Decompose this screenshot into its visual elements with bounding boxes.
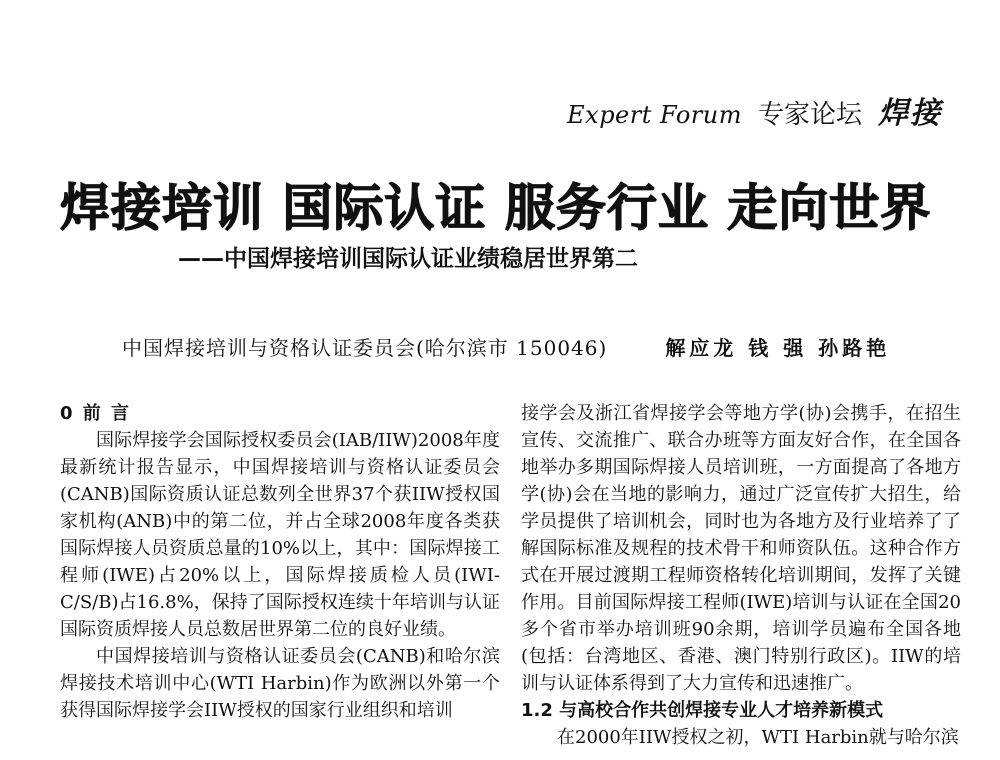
body-paragraph: 国际焊接学会国际授权委员会(IAB/IIW)2008年度最新统计报告显示，中国焊接培训与资格认证委员会(CANB)国际资质认证总数列全世界37个获IIW授权国家机构(ANB)中的第二位，并占全球2008年度各类获国际焊接人员资质总量的10%以上，其中：国际焊接工程师(IWE)占20%以上，国际焊接质检人员(IWI-C/S/B)占16.8%，保持了国际授权连续十年培训与认证国际资质焊接人员总数居世界第二位的良好业绩。 [60, 430, 500, 640]
left-column [60, 400, 500, 724]
right-column [521, 400, 961, 751]
body-paragraph: 中国焊接培训与资格认证委员会(CANB)和哈尔滨焊接技术培训中心(WTI Harbin)作为欧洲以外第一个获得国际焊接学会IIW授权的国家行业组织和培训 [60, 646, 500, 721]
article-title: 焊接培训 国际认证 服务行业 走向世界 [60, 179, 932, 237]
journal-name-chinese: 焊接 [878, 96, 942, 131]
body-paragraph: 在2000年IIW授权之初，WTI Harbin就与哈尔滨 [557, 727, 959, 748]
authors: 解应龙 钱 强 孙路艳 [665, 336, 891, 360]
section-heading-intro: 0 前 言 [60, 403, 132, 424]
byline [122, 332, 890, 361]
article-subtitle: ——中国焊接培训国际认证业绩稳居世界第二 [178, 246, 638, 272]
subsection-heading: 1.2 与高校合作共创焊接专业人才培养新模式 [521, 700, 884, 721]
journal-name-english: Expert Forum [567, 101, 742, 129]
running-header [567, 88, 942, 132]
body-paragraph: 接学会及浙江省焊接学会等地方学(协)会携手，在招生宣传、交流推广、联合办班等方面友好合作，在全国各地举办多期国际焊接人员培训班，一方面提高了各地方学(协)会在当地的影响力，通过广泛宣传扩大招生，给学员提供了培训机会，同时也为各地方及行业培养了了解国际标准及规程的技术骨干和师资队伍。这种合作方式在开展过渡期工程师资格转化培训期间，发挥了关键作用。目前国际焊接工程师(IWE)培训与认证在全国20多个省市举办培训班90余期，培训学员遍布全国各地(包括：台湾地区、香港、澳门特别行政区)。IIW的培训与认证体系得到了大力宣传和迅速推广。 [521, 403, 961, 694]
column-name: 专家论坛 [757, 100, 862, 130]
affiliation: 中国焊接培训与资格认证委员会(哈尔滨市 150046) [122, 336, 608, 360]
